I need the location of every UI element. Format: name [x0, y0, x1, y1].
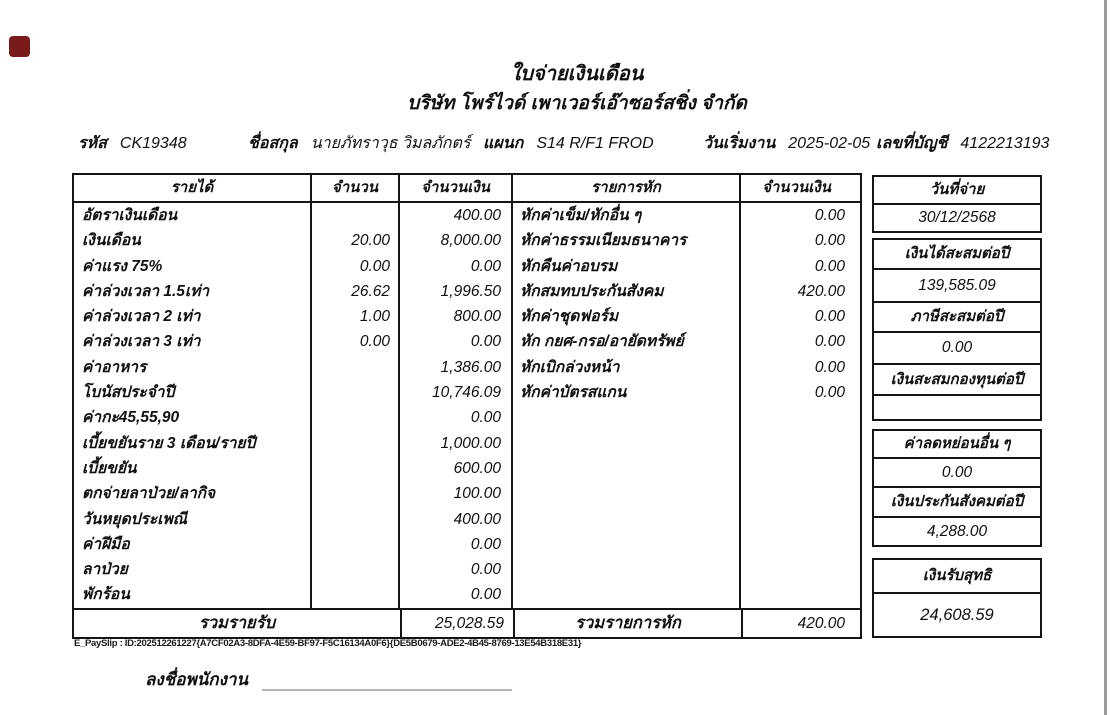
income-amount: 10,746.09: [432, 384, 501, 402]
start-date-label: วันเริ่มงาน: [703, 135, 776, 152]
income-label: ค่าล่วงเวลา 3 เท่า: [82, 333, 201, 351]
income-amount: 0.00: [470, 409, 501, 427]
income-label: ตกจ่ายลาป่วย/ลากิจ: [82, 485, 216, 503]
pay-table-body: [74, 203, 860, 608]
income-qty: [312, 532, 398, 557]
account-label: เลขที่บัญชี: [876, 135, 948, 152]
income-qty: 20.00: [351, 232, 390, 250]
deduction-amount-column: [739, 203, 852, 608]
total-income-label: รวมรายรับ: [198, 614, 276, 632]
income-amount: 1,000.00: [440, 434, 501, 452]
deduction-amount: 0.00: [814, 358, 845, 376]
income-qty: [312, 507, 398, 532]
page-edge-divider: [1104, 0, 1107, 715]
income-amount: 400.00: [453, 510, 501, 528]
other-allowance-label: ค่าลดหย่อนอื่น ๆ: [874, 431, 1040, 459]
employee-code-group: [78, 131, 187, 156]
ytd-social-value: 4,288.00: [926, 523, 988, 540]
deduction-label: หัก กยศ-กรอ/อายัดทรัพย์: [520, 333, 684, 351]
deduction-amount: 0.00: [814, 308, 845, 326]
account-group: [876, 131, 1049, 156]
income-qty: [312, 203, 398, 228]
deduction-label-column: [511, 203, 739, 608]
income-amount: 0.00: [470, 561, 501, 579]
income-qty: [312, 405, 398, 430]
department-group: [483, 131, 654, 156]
header-deduction: รายการหัก: [511, 175, 739, 201]
ytd-fund-label: เงินสะสมกองทุนต่อปี: [874, 365, 1040, 396]
deduction-label: หักค่าเข็ม/หักอื่น ๆ: [520, 207, 642, 224]
income-label: เงินเดือน: [82, 232, 141, 250]
deduction-amount: 0.00: [814, 257, 845, 275]
record-indicator-icon: [9, 36, 30, 57]
deduction-label: หักค่าชุดฟอร์ม: [520, 308, 619, 326]
income-amount: 800.00: [453, 308, 501, 326]
employee-name-group: [248, 131, 470, 156]
deduction-amount: 0.00: [814, 207, 845, 224]
total-deduction-label: รวมรายการหัก: [513, 610, 741, 637]
income-label: ค่าล่วงเวลา 1.5เท่า: [82, 282, 210, 300]
income-amount-column: [398, 203, 511, 608]
income-qty: [312, 557, 398, 582]
employee-info-row: [0, 131, 1110, 159]
income-amount: 0.00: [470, 535, 501, 553]
income-label: ค่าล่วงเวลา 2 เท่า: [82, 308, 201, 326]
income-qty: [312, 431, 398, 456]
header-income: รายได้: [170, 179, 214, 196]
income-label: อัตราเงินเดือน: [82, 207, 178, 224]
ytd-summary-box: [872, 238, 1042, 421]
signature-label: ลงชื่อพนักงาน: [145, 670, 249, 689]
payslip-id-text: E_PaySlip : ID:202512261227{A7CF02A3-8DFA-4E59-BF97-F5C16134A0F6}{DE5B0679-ADE2-4B45-8769-13E54B318E31}: [74, 638, 582, 649]
income-qty: 0.00: [359, 257, 390, 275]
income-label: เบี้ยขยัน: [82, 459, 137, 477]
income-label: วันหยุดประเพณี: [82, 510, 188, 528]
net-pay-value: 24,608.59: [920, 606, 994, 624]
income-label: ค่าอาหาร: [82, 358, 147, 376]
income-label: โบนัสประจำปี: [82, 384, 175, 402]
deduction-label: หักเบิกล่วงหน้า: [520, 358, 620, 376]
income-amount: 0.00: [470, 586, 501, 604]
deduction-label: หักคืนค่าอบรม: [520, 257, 618, 275]
deduction-label: หักสมทบประกันสังคม: [520, 282, 664, 300]
employee-name-value: นายภัทราวุธ วิมลภักตร์: [310, 135, 471, 152]
net-pay-label: เงินรับสุทธิ: [874, 560, 1040, 594]
income-label: ลาป่วย: [82, 561, 128, 579]
start-date-group: [703, 131, 870, 156]
pay-table-header: [74, 175, 860, 203]
employee-code-label: รหัส: [78, 135, 107, 152]
payment-date-value: 30/12/2568: [918, 209, 996, 226]
income-qty: 0.00: [359, 333, 390, 351]
deduction-amount: 420.00: [797, 282, 845, 300]
deduction-amount: 0.00: [814, 232, 845, 250]
allowance-box: [872, 429, 1042, 547]
net-pay-box: [872, 558, 1042, 638]
ytd-fund-value: [874, 396, 1040, 419]
header-qty: จำนวน: [310, 175, 398, 201]
income-qty-column: [310, 203, 398, 608]
payment-date-box: [872, 175, 1042, 233]
income-label: เบี้ยขยันราย 3 เดือน/รายปี: [82, 434, 256, 452]
page-title: ใบจ่ายเงินเดือน: [510, 63, 644, 85]
pay-table: [72, 173, 862, 639]
income-qty: [312, 380, 398, 405]
income-qty: [312, 481, 398, 506]
income-amount: 100.00: [453, 485, 501, 503]
signature-line: [262, 689, 512, 691]
deduction-label: หักค่าบัตรสแกน: [520, 384, 627, 402]
start-date-value: 2025-02-05: [788, 135, 871, 152]
ytd-income-value: 139,585.09: [874, 270, 1040, 303]
ytd-income-label: เงินได้สะสมต่อปี: [874, 240, 1040, 270]
income-qty: 1.00: [359, 308, 390, 326]
income-amount: 600.00: [453, 459, 501, 477]
total-income-value: 25,028.59: [400, 610, 513, 637]
department-value: S14 R/F1 FROD: [536, 135, 654, 152]
header-deduction-amount: จำนวนเงิน: [739, 175, 852, 201]
other-allowance-value: 0.00: [874, 459, 1040, 488]
employee-name-label: ชื่อสกุล: [248, 135, 298, 152]
deduction-amount: 0.00: [814, 384, 845, 402]
income-amount: 1,996.50: [440, 282, 501, 300]
payment-date-label: วันที่จ่าย: [874, 177, 1040, 205]
ytd-social-label: เงินประกันสังคมต่อปี: [874, 488, 1040, 518]
income-qty: [312, 456, 398, 481]
ytd-tax-label: ภาษีสะสมต่อปี: [874, 303, 1040, 333]
income-label-column: [74, 203, 310, 608]
income-qty: 26.62: [351, 282, 390, 300]
income-amount: 1,386.00: [440, 358, 501, 376]
income-label: ค่ากะ45,55,90: [82, 409, 180, 427]
income-qty: [312, 582, 398, 607]
department-label: แผนก: [483, 135, 524, 152]
income-qty: [312, 355, 398, 380]
income-label: ค่าแรง 75%: [82, 257, 163, 275]
pay-table-totals-row: [74, 608, 860, 637]
employee-code-value: CK19348: [119, 135, 187, 152]
income-amount: 8,000.00: [440, 232, 501, 250]
total-deduction-value: 420.00: [741, 610, 854, 637]
income-amount: 0.00: [470, 257, 501, 275]
account-value: 4122213193: [960, 135, 1050, 152]
income-label: พักร้อน: [82, 586, 130, 604]
header-amount: จำนวนเงิน: [398, 175, 511, 201]
income-amount: 400.00: [453, 207, 501, 224]
company-name: บริษัท โพร์ไวด์ เพาเวอร์เอ๊าซอร์สชิ่ง จำกัด: [407, 93, 747, 114]
income-label: ค่าฝีมือ: [82, 535, 130, 553]
deduction-label: หักค่าธรรมเนียมธนาคาร: [520, 232, 687, 250]
income-amount: 0.00: [470, 333, 501, 351]
ytd-tax-value: 0.00: [874, 333, 1040, 365]
deduction-amount: 0.00: [814, 333, 845, 351]
